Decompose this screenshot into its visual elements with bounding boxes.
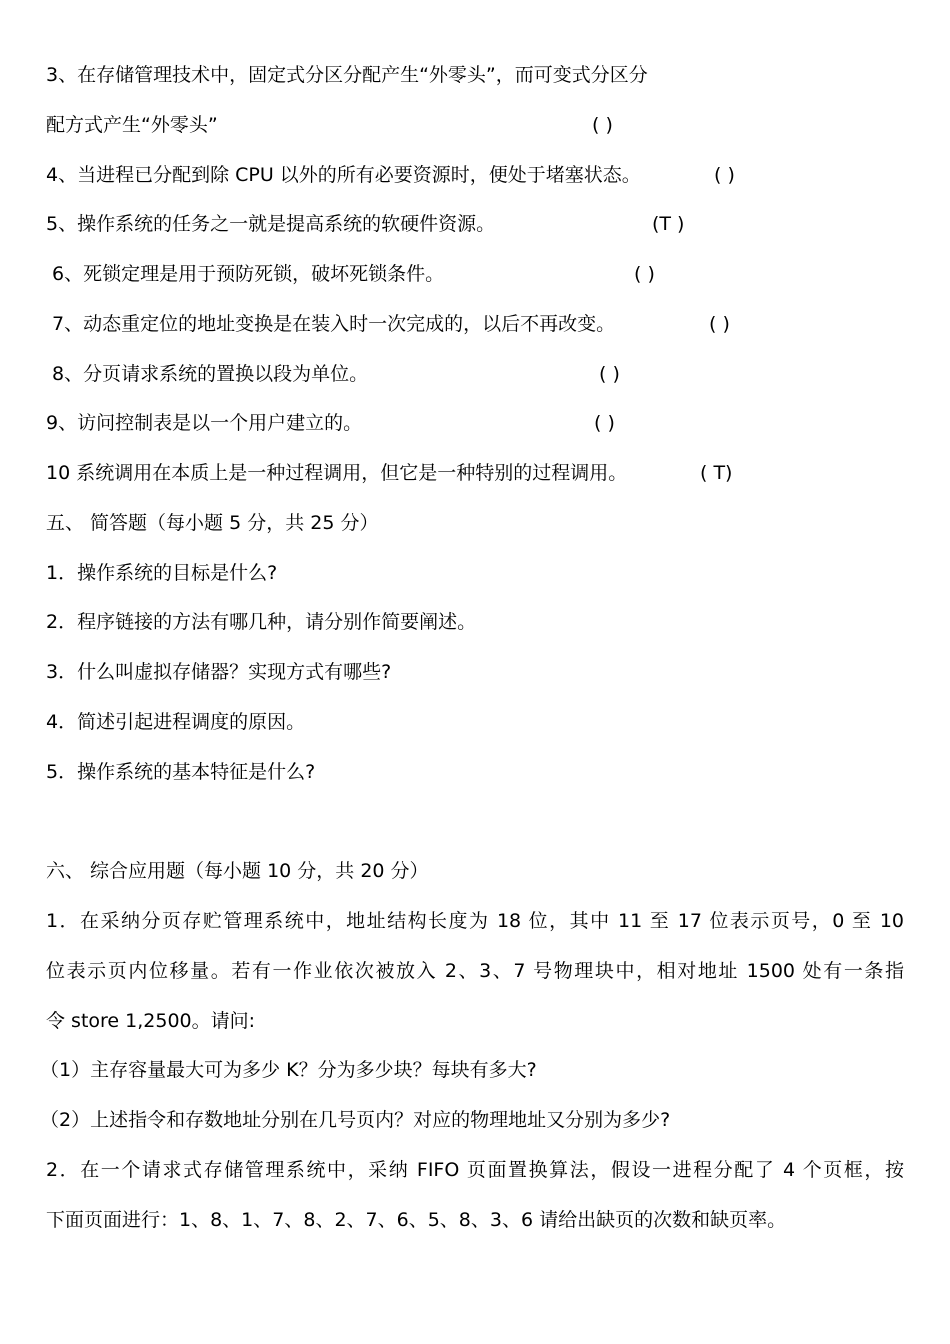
application-q2-line-2: 下面页面进行：1、8、1、7、8、2、7、6、5、8、3、6 请给出缺页的次数和缺页率。 [46, 1209, 787, 1231]
question-10-answer: ( T) [700, 462, 733, 484]
question-4-answer: ( ) [714, 164, 735, 186]
question-6-answer: ( ) [634, 263, 655, 285]
section-6-heading: 六、 综合应用题（每小题 10 分，共 20 分） [46, 860, 429, 882]
question-3-line-2: 配方式产生“外零头” [46, 114, 218, 136]
short-answer-item-5: 5．操作系统的基本特征是什么? [46, 761, 316, 783]
question-3-line-1: 3、在存储管理技术中，固定式分区分配产生“外零头”，而可变式分区分 [46, 64, 648, 86]
question-3-answer: ( ) [592, 114, 613, 136]
question-10: 10 系统调用在本质上是一种过程调用，但它是一种特别的过程调用。 [46, 462, 628, 484]
question-5: 5、操作系统的任务之一就是提高系统的软硬件资源。 [46, 213, 496, 235]
short-answer-item-2: 2．程序链接的方法有哪几种，请分别作简要阐述。 [46, 611, 477, 633]
section-5-heading: 五、 简答题（每小题 5 分，共 25 分） [46, 512, 379, 534]
application-q1-sub-1: （1）主存容量最大可为多少 K？分为多少块？每块有多大? [40, 1059, 537, 1081]
application-q1-line-3: 令 store 1,2500。请问: [46, 1010, 256, 1032]
question-7: 7、动态重定位的地址变换是在装入时一次完成的，以后不再改变。 [52, 313, 616, 335]
question-9: 9、访问控制表是以一个用户建立的。 [46, 412, 363, 434]
application-q1-line-2: 位表示页内位移量。若有一作业依次被放入 2、3、7 号物理块中，相对地址 1500 处有一条指 [46, 960, 904, 982]
application-q2-line-1: 2．在一个请求式存储管理系统中，采纳 FIFO 页面置换算法，假设一进程分配了 4 个页框，按 [46, 1159, 904, 1181]
question-9-answer: ( ) [594, 412, 615, 434]
question-4: 4、当进程已分配到除 CPU 以外的所有必要资源时，便处于堵塞状态。 [46, 164, 641, 186]
short-answer-item-4: 4．简述引起进程调度的原因。 [46, 711, 306, 733]
application-q1-sub-2: （2）上述指令和存数地址分别在几号页内？对应的物理地址又分别为多少? [40, 1109, 671, 1131]
question-7-answer: ( ) [709, 313, 730, 335]
question-6: 6、死锁定理是用于预防死锁，破坏死锁条件。 [52, 263, 445, 285]
short-answer-item-1: 1．操作系统的目标是什么? [46, 562, 278, 584]
application-q1-line-1: 1．在采纳分页存贮管理系统中，地址结构长度为 18 位，其中 11 至 17 位表示页号，0 至 10 [46, 910, 904, 932]
question-8-answer: ( ) [599, 363, 620, 385]
short-answer-item-3: 3．什么叫虚拟存储器？实现方式有哪些? [46, 661, 392, 683]
question-8: 8、分页请求系统的置换以段为单位。 [52, 363, 369, 385]
question-5-answer: (T ) [652, 213, 685, 235]
